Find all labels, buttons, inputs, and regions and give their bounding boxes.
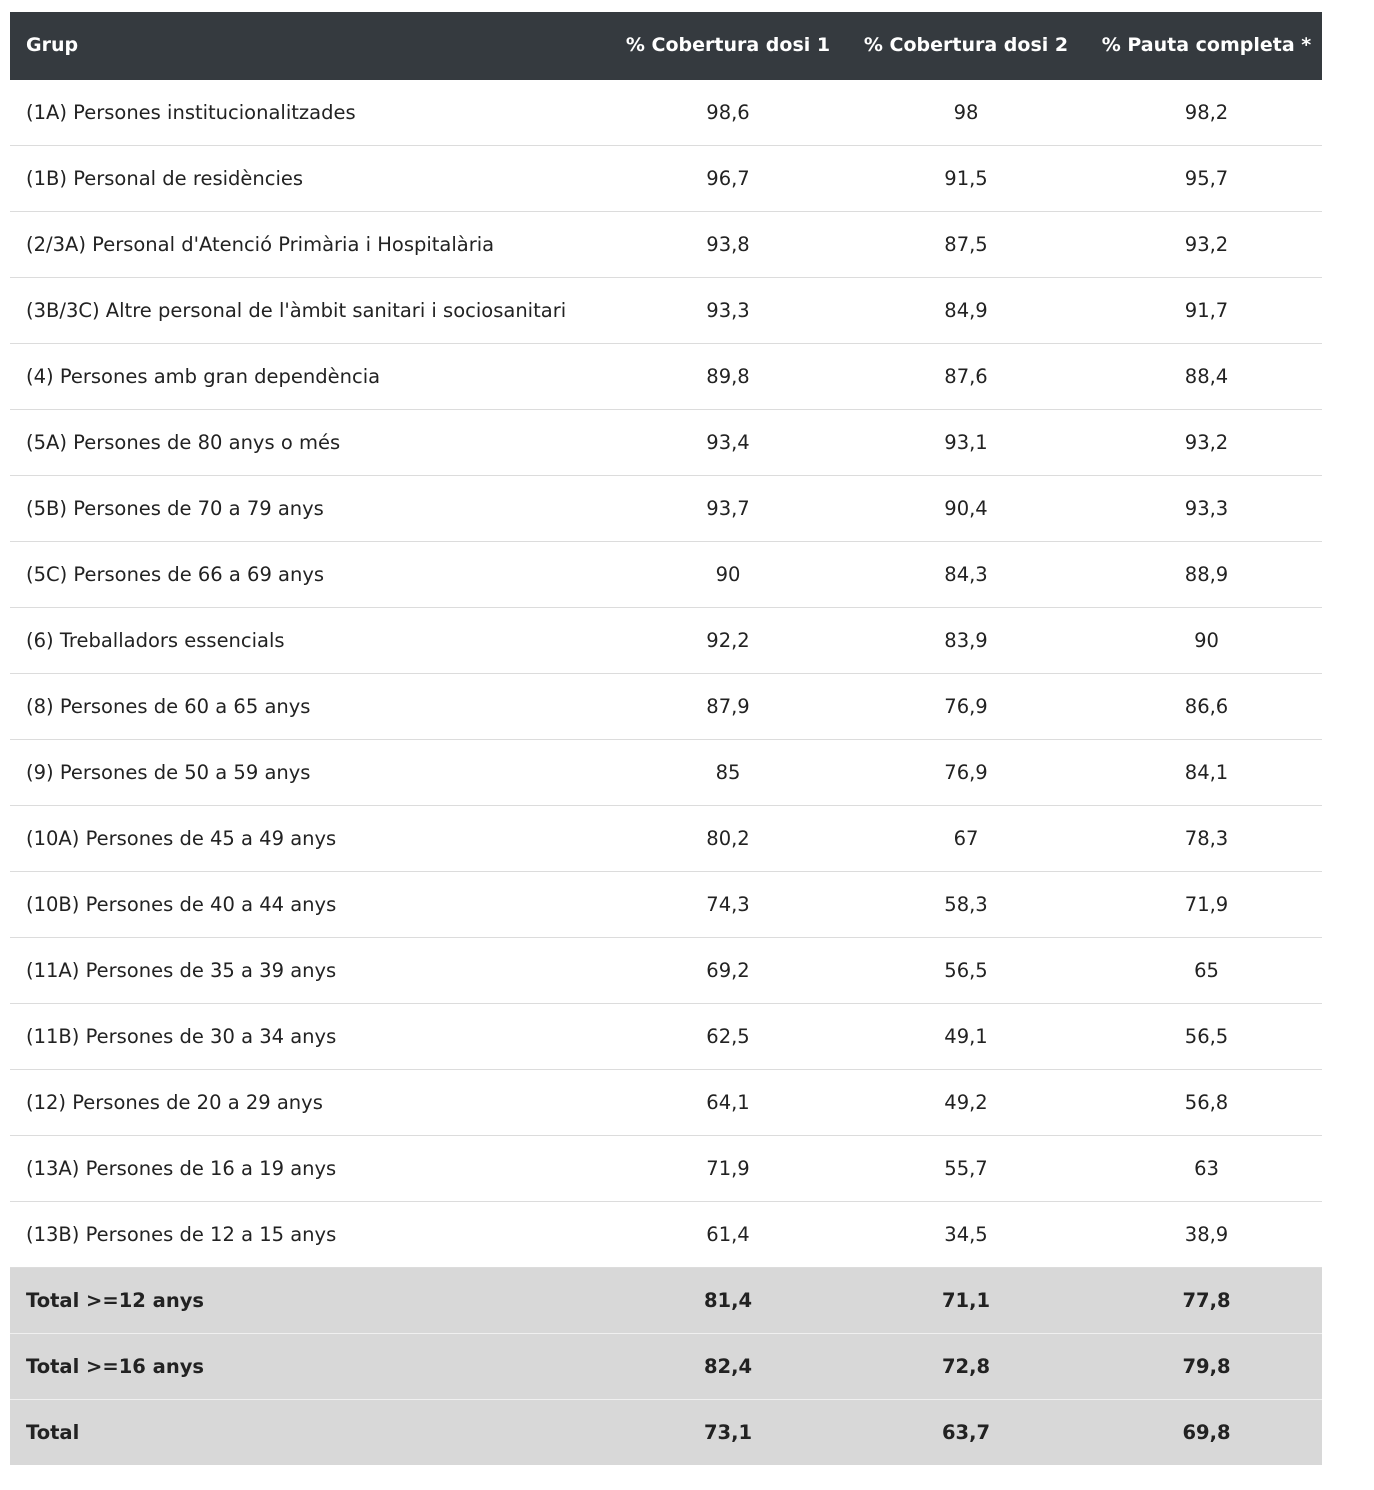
table-row xyxy=(10,277,1322,343)
cell-dose2: 84,3 xyxy=(841,541,1091,607)
cell-full-schedule: 93,2 xyxy=(1091,211,1322,277)
total-row xyxy=(10,1333,1322,1399)
cell-full-schedule: 98,2 xyxy=(1091,79,1322,145)
cell-dose2: 98 xyxy=(841,79,1091,145)
cell-dose1: 93,4 xyxy=(615,409,841,475)
cell-dose1: 93,8 xyxy=(615,211,841,277)
cell-dose2: 58,3 xyxy=(841,871,1091,937)
cell-dose2: 87,6 xyxy=(841,343,1091,409)
cell-dose1: 89,8 xyxy=(615,343,841,409)
coverage-table-container xyxy=(10,12,1322,1465)
table-row xyxy=(10,79,1322,145)
table-row xyxy=(10,673,1322,739)
cell-dose2: 76,9 xyxy=(841,673,1091,739)
cell-group: (10A) Persones de 45 a 49 anys xyxy=(10,805,615,871)
cell-dose2: 91,5 xyxy=(841,145,1091,211)
cell-full-schedule: 71,9 xyxy=(1091,871,1322,937)
table-row xyxy=(10,409,1322,475)
cell-dose1: 61,4 xyxy=(615,1201,841,1267)
total-row xyxy=(10,1399,1322,1465)
header-dose1-coverage: % Cobertura dosi 1 xyxy=(615,12,841,79)
cell-full-schedule: 86,6 xyxy=(1091,673,1322,739)
cell-group: (12) Persones de 20 a 29 anys xyxy=(10,1069,615,1135)
header-full-schedule: % Pauta completa * xyxy=(1091,12,1322,79)
cell-full-schedule: 91,7 xyxy=(1091,277,1322,343)
table-header xyxy=(10,12,1322,79)
cell-full-schedule: 88,4 xyxy=(1091,343,1322,409)
cell-dose1: 93,3 xyxy=(615,277,841,343)
cell-dose1: 71,9 xyxy=(615,1135,841,1201)
cell-dose2: 93,1 xyxy=(841,409,1091,475)
cell-group: (5A) Persones de 80 anys o més xyxy=(10,409,615,475)
cell-dose2: 49,1 xyxy=(841,1003,1091,1069)
cell-dose2: 87,5 xyxy=(841,211,1091,277)
cell-dose1: 81,4 xyxy=(615,1267,841,1333)
cell-dose1: 96,7 xyxy=(615,145,841,211)
table-row xyxy=(10,871,1322,937)
table-row xyxy=(10,343,1322,409)
cell-group: (6) Treballadors essencials xyxy=(10,607,615,673)
table-row xyxy=(10,475,1322,541)
cell-dose1: 73,1 xyxy=(615,1399,841,1465)
cell-dose1: 82,4 xyxy=(615,1333,841,1399)
cell-group: (4) Persones amb gran dependència xyxy=(10,343,615,409)
cell-full-schedule: 93,3 xyxy=(1091,475,1322,541)
cell-group: (1A) Persones institucionalitzades xyxy=(10,79,615,145)
table-row xyxy=(10,145,1322,211)
cell-full-schedule: 56,8 xyxy=(1091,1069,1322,1135)
cell-full-schedule: 84,1 xyxy=(1091,739,1322,805)
cell-dose1: 80,2 xyxy=(615,805,841,871)
table-body xyxy=(10,79,1322,1465)
cell-group: (9) Persones de 50 a 59 anys xyxy=(10,739,615,805)
cell-dose2: 56,5 xyxy=(841,937,1091,1003)
cell-dose1: 87,9 xyxy=(615,673,841,739)
cell-dose1: 62,5 xyxy=(615,1003,841,1069)
table-row xyxy=(10,1069,1322,1135)
cell-dose1: 93,7 xyxy=(615,475,841,541)
table-row xyxy=(10,1003,1322,1069)
cell-dose2: 83,9 xyxy=(841,607,1091,673)
cell-dose2: 63,7 xyxy=(841,1399,1091,1465)
table-row xyxy=(10,937,1322,1003)
table-row xyxy=(10,1135,1322,1201)
vaccination-coverage-table xyxy=(10,12,1322,1465)
table-row xyxy=(10,211,1322,277)
cell-dose2: 72,8 xyxy=(841,1333,1091,1399)
table-row xyxy=(10,541,1322,607)
cell-dose1: 64,1 xyxy=(615,1069,841,1135)
cell-dose1: 92,2 xyxy=(615,607,841,673)
cell-full-schedule: 63 xyxy=(1091,1135,1322,1201)
cell-full-schedule: 38,9 xyxy=(1091,1201,1322,1267)
cell-dose2: 90,4 xyxy=(841,475,1091,541)
cell-group: (10B) Persones de 40 a 44 anys xyxy=(10,871,615,937)
cell-full-schedule: 79,8 xyxy=(1091,1333,1322,1399)
table-row xyxy=(10,607,1322,673)
table-row xyxy=(10,739,1322,805)
cell-full-schedule: 65 xyxy=(1091,937,1322,1003)
cell-dose2: 71,1 xyxy=(841,1267,1091,1333)
cell-group: Total xyxy=(10,1399,615,1465)
table-row xyxy=(10,1201,1322,1267)
cell-dose1: 90 xyxy=(615,541,841,607)
cell-full-schedule: 88,9 xyxy=(1091,541,1322,607)
total-row xyxy=(10,1267,1322,1333)
cell-group: (11A) Persones de 35 a 39 anys xyxy=(10,937,615,1003)
cell-group: (1B) Personal de residències xyxy=(10,145,615,211)
cell-dose2: 55,7 xyxy=(841,1135,1091,1201)
cell-full-schedule: 78,3 xyxy=(1091,805,1322,871)
cell-group: Total >=12 anys xyxy=(10,1267,615,1333)
cell-dose1: 69,2 xyxy=(615,937,841,1003)
cell-dose1: 85 xyxy=(615,739,841,805)
header-group: Grup xyxy=(10,12,615,79)
table-row xyxy=(10,805,1322,871)
cell-group: (3B/3C) Altre personal de l'àmbit sanitari i sociosanitari xyxy=(10,277,615,343)
cell-dose2: 34,5 xyxy=(841,1201,1091,1267)
cell-dose2: 76,9 xyxy=(841,739,1091,805)
cell-dose2: 84,9 xyxy=(841,277,1091,343)
cell-group: (2/3A) Personal d'Atenció Primària i Hospitalària xyxy=(10,211,615,277)
cell-group: Total >=16 anys xyxy=(10,1333,615,1399)
cell-group: (13B) Persones de 12 a 15 anys xyxy=(10,1201,615,1267)
cell-group: (5C) Persones de 66 a 69 anys xyxy=(10,541,615,607)
cell-full-schedule: 69,8 xyxy=(1091,1399,1322,1465)
cell-full-schedule: 56,5 xyxy=(1091,1003,1322,1069)
cell-group: (5B) Persones de 70 a 79 anys xyxy=(10,475,615,541)
header-dose2-coverage: % Cobertura dosi 2 xyxy=(841,12,1091,79)
cell-group: (11B) Persones de 30 a 34 anys xyxy=(10,1003,615,1069)
cell-dose2: 67 xyxy=(841,805,1091,871)
cell-group: (8) Persones de 60 a 65 anys xyxy=(10,673,615,739)
cell-group: (13A) Persones de 16 a 19 anys xyxy=(10,1135,615,1201)
cell-dose1: 74,3 xyxy=(615,871,841,937)
cell-dose1: 98,6 xyxy=(615,79,841,145)
cell-full-schedule: 93,2 xyxy=(1091,409,1322,475)
header-row xyxy=(10,12,1322,79)
cell-dose2: 49,2 xyxy=(841,1069,1091,1135)
cell-full-schedule: 95,7 xyxy=(1091,145,1322,211)
cell-full-schedule: 90 xyxy=(1091,607,1322,673)
cell-full-schedule: 77,8 xyxy=(1091,1267,1322,1333)
